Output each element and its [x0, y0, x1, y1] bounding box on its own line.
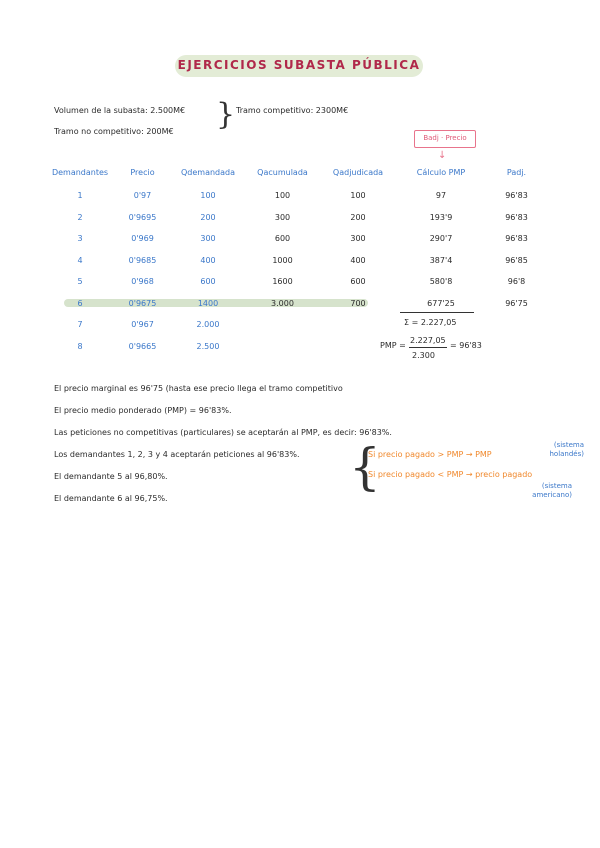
cell-padj: 96'85 [505, 255, 528, 265]
table-row [0, 234, 600, 246]
cell-demandante: 5 [77, 277, 83, 286]
cell-padj: 96'83 [505, 191, 528, 200]
cell-padj: 96'8 [507, 277, 526, 286]
cell-qacumulada: 100 [274, 191, 291, 200]
pmp-label: PMP = [380, 341, 406, 350]
cell-demandante: 8 [77, 341, 83, 351]
cell-qadjudicada: 300 [350, 234, 366, 243]
cell-demandante: 6 [77, 298, 83, 308]
cell-calculo-pmp: 387'4 [429, 255, 453, 265]
table-row [0, 256, 600, 268]
table-row [0, 342, 600, 354]
table-header-row [0, 168, 600, 180]
sum-value: Σ = 2.227,05 [404, 318, 457, 327]
cell-qdemandada: 2.500 [196, 341, 220, 351]
header-qacumulada: Qacumulada [257, 168, 308, 177]
cell-qdemandada: 600 [200, 277, 216, 286]
cell-qdemandada: 2.000 [196, 320, 220, 329]
table-row [0, 191, 600, 203]
cell-calculo-pmp: 97 [435, 191, 447, 200]
cell-qdemandada: 1400 [197, 298, 219, 308]
cell-qacumulada: 1000 [272, 255, 293, 265]
sum-divider [400, 312, 474, 313]
rule-holandes: Si precio pagado > PMP → PMP [368, 450, 492, 459]
cell-calculo-pmp: 677'25 [427, 298, 455, 308]
cell-padj: 96'83 [505, 234, 528, 243]
volumen-line: Volumen de la subasta: 2.500M€ [54, 106, 186, 115]
header-qadjudicada: Qadjudicada [332, 168, 384, 177]
cell-demandante: 7 [77, 320, 83, 329]
cell-qacumulada: 600 [274, 234, 291, 243]
cell-precio: 0'9685 [128, 255, 157, 265]
cell-qdemandada: 200 [200, 212, 216, 222]
cell-precio: 0'967 [131, 320, 154, 329]
cell-demandante: 2 [77, 212, 83, 222]
rules-brace: { [349, 438, 381, 496]
header-qdemandada: Qdemandada [180, 168, 236, 177]
header-calculo-pmp: Cálculo PMP [416, 168, 466, 177]
cell-demandante: 1 [77, 191, 83, 200]
table-row [0, 213, 600, 225]
cell-demandante: 3 [77, 234, 83, 243]
header-precio: Precio [130, 168, 155, 177]
annotation-label: Badj · Precio [423, 134, 467, 142]
cell-precio: 0'9665 [128, 341, 157, 351]
cell-qadjudicada: 100 [350, 191, 366, 200]
table-row [0, 277, 600, 289]
cell-padj: 96'75 [505, 298, 528, 308]
cell-precio: 0'969 [131, 234, 154, 243]
cell-padj: 96'83 [505, 212, 528, 222]
cell-qacumulada: 300 [274, 212, 291, 222]
cell-demandante: 4 [77, 255, 83, 265]
pmp-numerator: 2.227,05 [410, 336, 446, 345]
cell-qadjudicada: 200 [350, 212, 366, 222]
cell-qacumulada: 3.000 [271, 298, 294, 308]
info-brace: } [216, 97, 236, 132]
cell-precio: 0'9695 [128, 212, 157, 222]
cell-precio: 0'9675 [128, 298, 157, 308]
page-title: EJERCICIOS SUBASTA PÚBLICA [177, 58, 421, 72]
note-precio-marginal: El precio marginal es 96'75 (hasta ese precio llega el tramo competitivo [54, 384, 343, 393]
note-demandante-5: El demandante 5 al 96,80%. [54, 472, 168, 481]
pmp-result: = 96'83 [450, 341, 482, 350]
note-no-competitivas: Las peticiones no competitivas (particulares) se aceptarán al PMP, es decir: 96'83%. [54, 428, 392, 437]
cell-qdemandada: 400 [200, 255, 216, 265]
cell-calculo-pmp: 580'8 [429, 277, 453, 286]
cell-precio: 0'97 [133, 191, 152, 200]
cell-qacumulada: 1600 [272, 277, 293, 286]
pmp-denominator: 2.300 [412, 351, 435, 360]
header-padj: Padj. [506, 168, 527, 177]
annotation-box [414, 130, 476, 148]
cell-calculo-pmp: 193'9 [429, 212, 453, 222]
rule-americano-note: (sistema americano) [532, 482, 572, 499]
no-competitivo-line: Tramo no competitivo: 200M€ [54, 127, 174, 136]
cell-qdemandada: 100 [200, 191, 216, 200]
cell-calculo-pmp: 290'7 [429, 234, 453, 243]
competitivo-line: Tramo competitivo: 2300M€ [236, 106, 349, 115]
pmp-fraction-bar [409, 347, 447, 348]
cell-precio: 0'968 [131, 277, 154, 286]
header-demandantes: Demandantes [51, 168, 109, 177]
rule-americano: Si precio pagado < PMP → precio pagado [368, 470, 533, 479]
table-row [0, 299, 600, 311]
note-demandantes-1-4: Los demandantes 1, 2, 3 y 4 aceptarán peticiones al 96'83%. [54, 450, 300, 459]
note-pmp: El precio medio ponderado (PMP) = 96'83%. [54, 406, 232, 415]
table-row [0, 320, 600, 332]
rule-holandes-note: (sistema holandés) [549, 441, 584, 458]
cell-qadjudicada: 700 [350, 298, 366, 308]
cell-qadjudicada: 400 [350, 255, 366, 265]
note-demandante-6: El demandante 6 al 96,75%. [54, 494, 168, 503]
title-highlight [175, 55, 423, 77]
arrow-down-icon: ↓ [438, 150, 447, 161]
cell-qdemandada: 300 [200, 234, 216, 243]
cell-qadjudicada: 600 [350, 277, 366, 286]
